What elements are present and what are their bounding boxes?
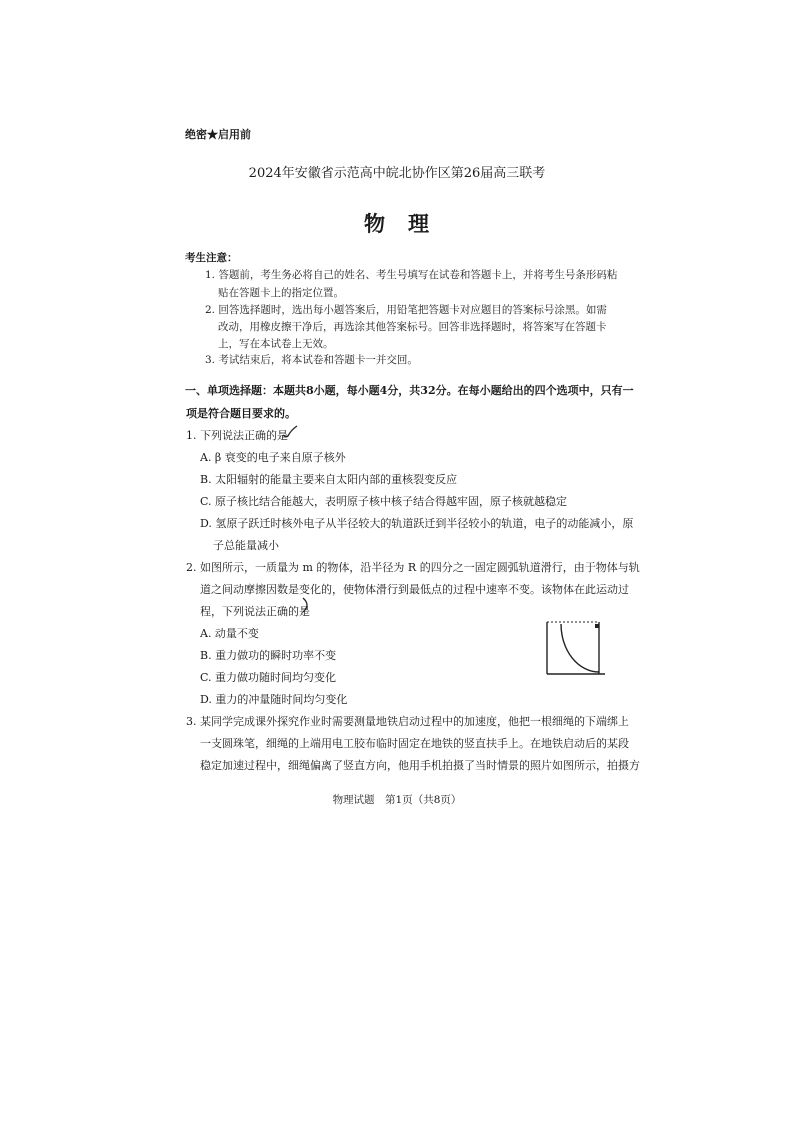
page-title: 物 理 <box>364 211 430 236</box>
q1-option-c: C. 原子核比结合能越大，表明原子核中核子结合得越牢固，原子核就越稳定 <box>200 495 568 508</box>
notice-line-3: 2. 回答选择题时，选出每小题答案后，用铅笔把答题卡对应题目的答案标号涂黑。如需 <box>205 304 607 316</box>
exam-title: 2024年安徽省示范高中皖北协作区第26届高三联考 <box>248 166 546 181</box>
q2-line-2: 道之间动摩擦因数是变化的，使物体滑行到最低点的过程中速率不变。该物体在此运动过 <box>200 583 629 596</box>
arc-track-diagram <box>541 620 607 676</box>
check-mark-icon <box>281 424 299 440</box>
q1-option-b: B. 太阳辐射的能量主要来自太阳内部的重核裂变反应 <box>200 473 458 486</box>
q2-line-1: 2. 如图所示，一质量为 m 的物体，沿半径为 R 的四分之一固定圆弧轨道滑行，由于物体与轨 <box>186 561 640 574</box>
notice-line-6: 3. 考试结束后，将本试卷和答题卡一并交回。 <box>205 354 418 366</box>
q1-option-d: D. 氢原子跃迁时核外电子从半径较大的轨道跃迁到半径较小的轨道，电子的动能减小，原 <box>200 517 634 530</box>
page-footer: 物理试题 第1页（共8页） <box>332 794 462 806</box>
section-heading-line-1: 一、单项选择题：本题共8小题，每小题4分，共32分。在每小题给出的四个选项中，只有一 <box>185 384 634 397</box>
confidential-label: 绝密★启用前 <box>185 128 251 141</box>
section-heading-line-2: 项是符合题目要求的。 <box>186 407 296 420</box>
q2-line-3: 程，下列说法正确的是 <box>200 605 310 618</box>
q2-option-a: A. 动量不变 <box>200 627 259 640</box>
q2-option-c: C. 重力做功随时间均匀变化 <box>200 671 337 684</box>
q1-option-d-cont: 子总能量减小 <box>213 539 279 552</box>
notice-line-1: 1. 答题前，考生务必将自己的姓名、考生号填写在试卷和答题卡上，并将考生号条形码粘 <box>205 269 618 281</box>
notice-heading: 考生注意： <box>185 252 238 264</box>
q3-line-3: 稳定加速过程中，细绳偏离了竖直方向，他用手机拍摄了当时情景的照片如图所示，拍摄方 <box>200 759 640 772</box>
q3-line-2: 一支圆珠笔，细绳的上端用电工胶布临时固定在地铁的竖直扶手上。在地铁启动后的某段 <box>200 737 629 750</box>
q2-option-d: D. 重力的冲量随时间均匀变化 <box>200 693 348 706</box>
q2-option-b: B. 重力做功的瞬时功率不变 <box>200 649 337 662</box>
notice-line-4: 改动，用橡皮擦干净后，再选涂其他答案标号。回答非选择题时，将答案写在答题卡 <box>218 321 607 333</box>
bracket-mark-icon <box>299 596 313 614</box>
notice-line-2: 贴在答题卡上的指定位置。 <box>218 287 344 299</box>
q1-option-a: A. β 衰变的电子来自原子核外 <box>200 451 346 464</box>
notice-line-5: 上，写在本试卷上无效。 <box>218 338 334 350</box>
q1-stem: 1. 下列说法正确的是 <box>186 429 288 442</box>
q3-line-1: 3. 某同学完成课外探究作业时需要测量地铁启动过程中的加速度，他把一根细绳的下端绑上 <box>186 715 629 728</box>
